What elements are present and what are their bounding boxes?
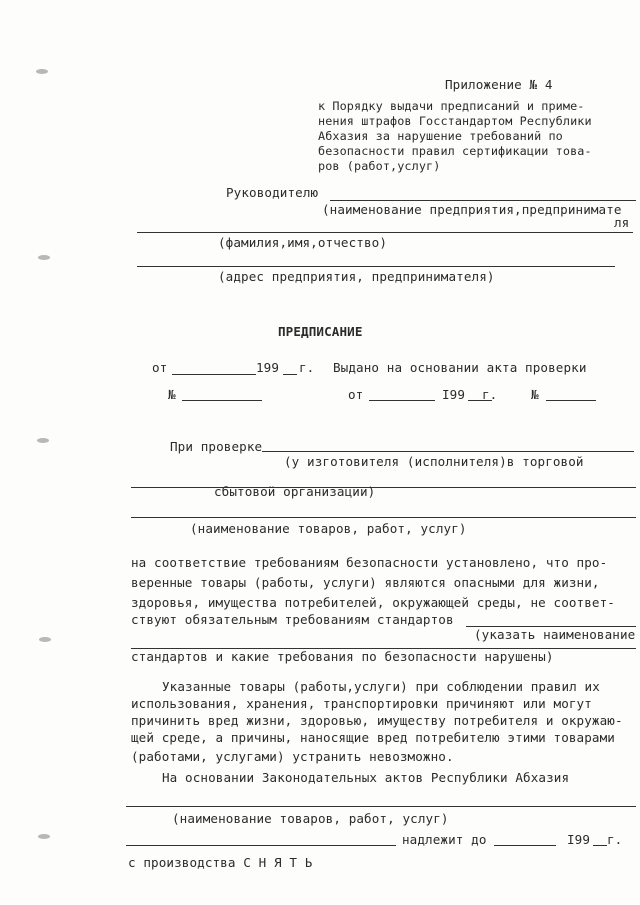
goods-caption: (наименование товаров, работ, услуг) [172, 811, 449, 826]
due-year: I99 [567, 832, 591, 847]
g2-label: г. [482, 387, 498, 402]
doc-title: ПРЕДПИСАНИЕ [278, 324, 363, 339]
body-line: Указанные товары (работы,услуги) при соблюдении правил их [162, 679, 600, 694]
date-line [172, 374, 256, 375]
enterprise-line [330, 200, 636, 201]
issued-label: Выдано на основании акта проверки [333, 360, 587, 375]
annex-line: к Порядку выдачи предписаний и приме- [318, 99, 585, 113]
scan-mark [38, 834, 50, 839]
annex-title: Приложение № 4 [445, 77, 553, 92]
from2-label: от [348, 387, 364, 402]
number-label: № [168, 387, 176, 402]
year2-label: I99 [442, 387, 466, 402]
enterprise-caption-end: ля [614, 215, 630, 230]
annex-line: нения штрафов Госстандартом Республики [318, 114, 592, 128]
check-caption1: (у изготовителя (исполнителя)в торговой [284, 454, 584, 469]
standards-caption: (указать наименование [474, 627, 636, 642]
goods-line [131, 517, 636, 518]
scan-mark [37, 438, 49, 443]
name-caption: (фамилия,имя,отчество) [218, 235, 388, 250]
body-line: здоровья, имущества потребителей, окружающей среды, не соответ- [131, 595, 615, 610]
year-label: 199 [256, 360, 280, 375]
to-label: Руководителю [226, 185, 319, 200]
due-date-line [494, 845, 556, 846]
name-line [137, 232, 633, 233]
org-line [131, 487, 636, 488]
address-caption: (адрес предприятия, предпринимателя) [218, 269, 495, 284]
from-label: от [152, 360, 168, 375]
scan-mark [38, 255, 50, 260]
body-line: ствуют обязательным требованиям стандартов [131, 612, 454, 627]
check-caption3: (наименование товаров, работ, услуг) [190, 521, 467, 536]
enterprise-caption: (наименование предприятия,предпринимате [322, 202, 622, 217]
body-line: использования, хранения, транспортировки причиняют или могут [131, 696, 592, 711]
scan-mark [39, 637, 51, 642]
body-line: на соответствие требованиям безопасности установлено, что про- [131, 555, 608, 570]
number2-line [546, 400, 596, 401]
goods-line2 [126, 845, 396, 846]
year-line [283, 374, 297, 375]
check-line [262, 451, 634, 452]
decision-line [126, 806, 636, 807]
due-g: г. [607, 832, 623, 847]
remove-line: с производства С Н Я Т Ь [128, 855, 313, 870]
body-line: щей среде, а причины, наносящие вред потребителю этими товарами [131, 730, 615, 745]
act-date-line [369, 400, 435, 401]
annex-line: ров (работ,услуг) [318, 159, 441, 173]
check-label: При проверке [170, 439, 263, 454]
scan-mark [36, 69, 48, 74]
due-year-line [593, 845, 607, 846]
check-caption2: сбытовой организации) [214, 484, 376, 499]
body-line: (работами, услугами) устранить невозможно. [131, 749, 454, 764]
annex-line: безопасности правил сертификации това- [318, 144, 592, 158]
number-line [182, 400, 262, 401]
g-label: г. [299, 360, 315, 375]
body-line: причинить вред жизни, здоровью, имуществу потребителя и окружаю- [131, 713, 623, 728]
address-line [137, 266, 615, 267]
number2-label: № [531, 387, 539, 402]
annex-line: Абхазия за нарушение требований по [318, 129, 563, 143]
due-label: надлежит до [402, 832, 487, 847]
body-line: веренные товары (работы, услуги) являются опасными для жизни, [131, 575, 600, 590]
body-line: стандартов и какие требования по безопасности нарушены) [131, 649, 554, 664]
body-line: На основании Законодательных актов Республики Абхазия [162, 770, 570, 785]
